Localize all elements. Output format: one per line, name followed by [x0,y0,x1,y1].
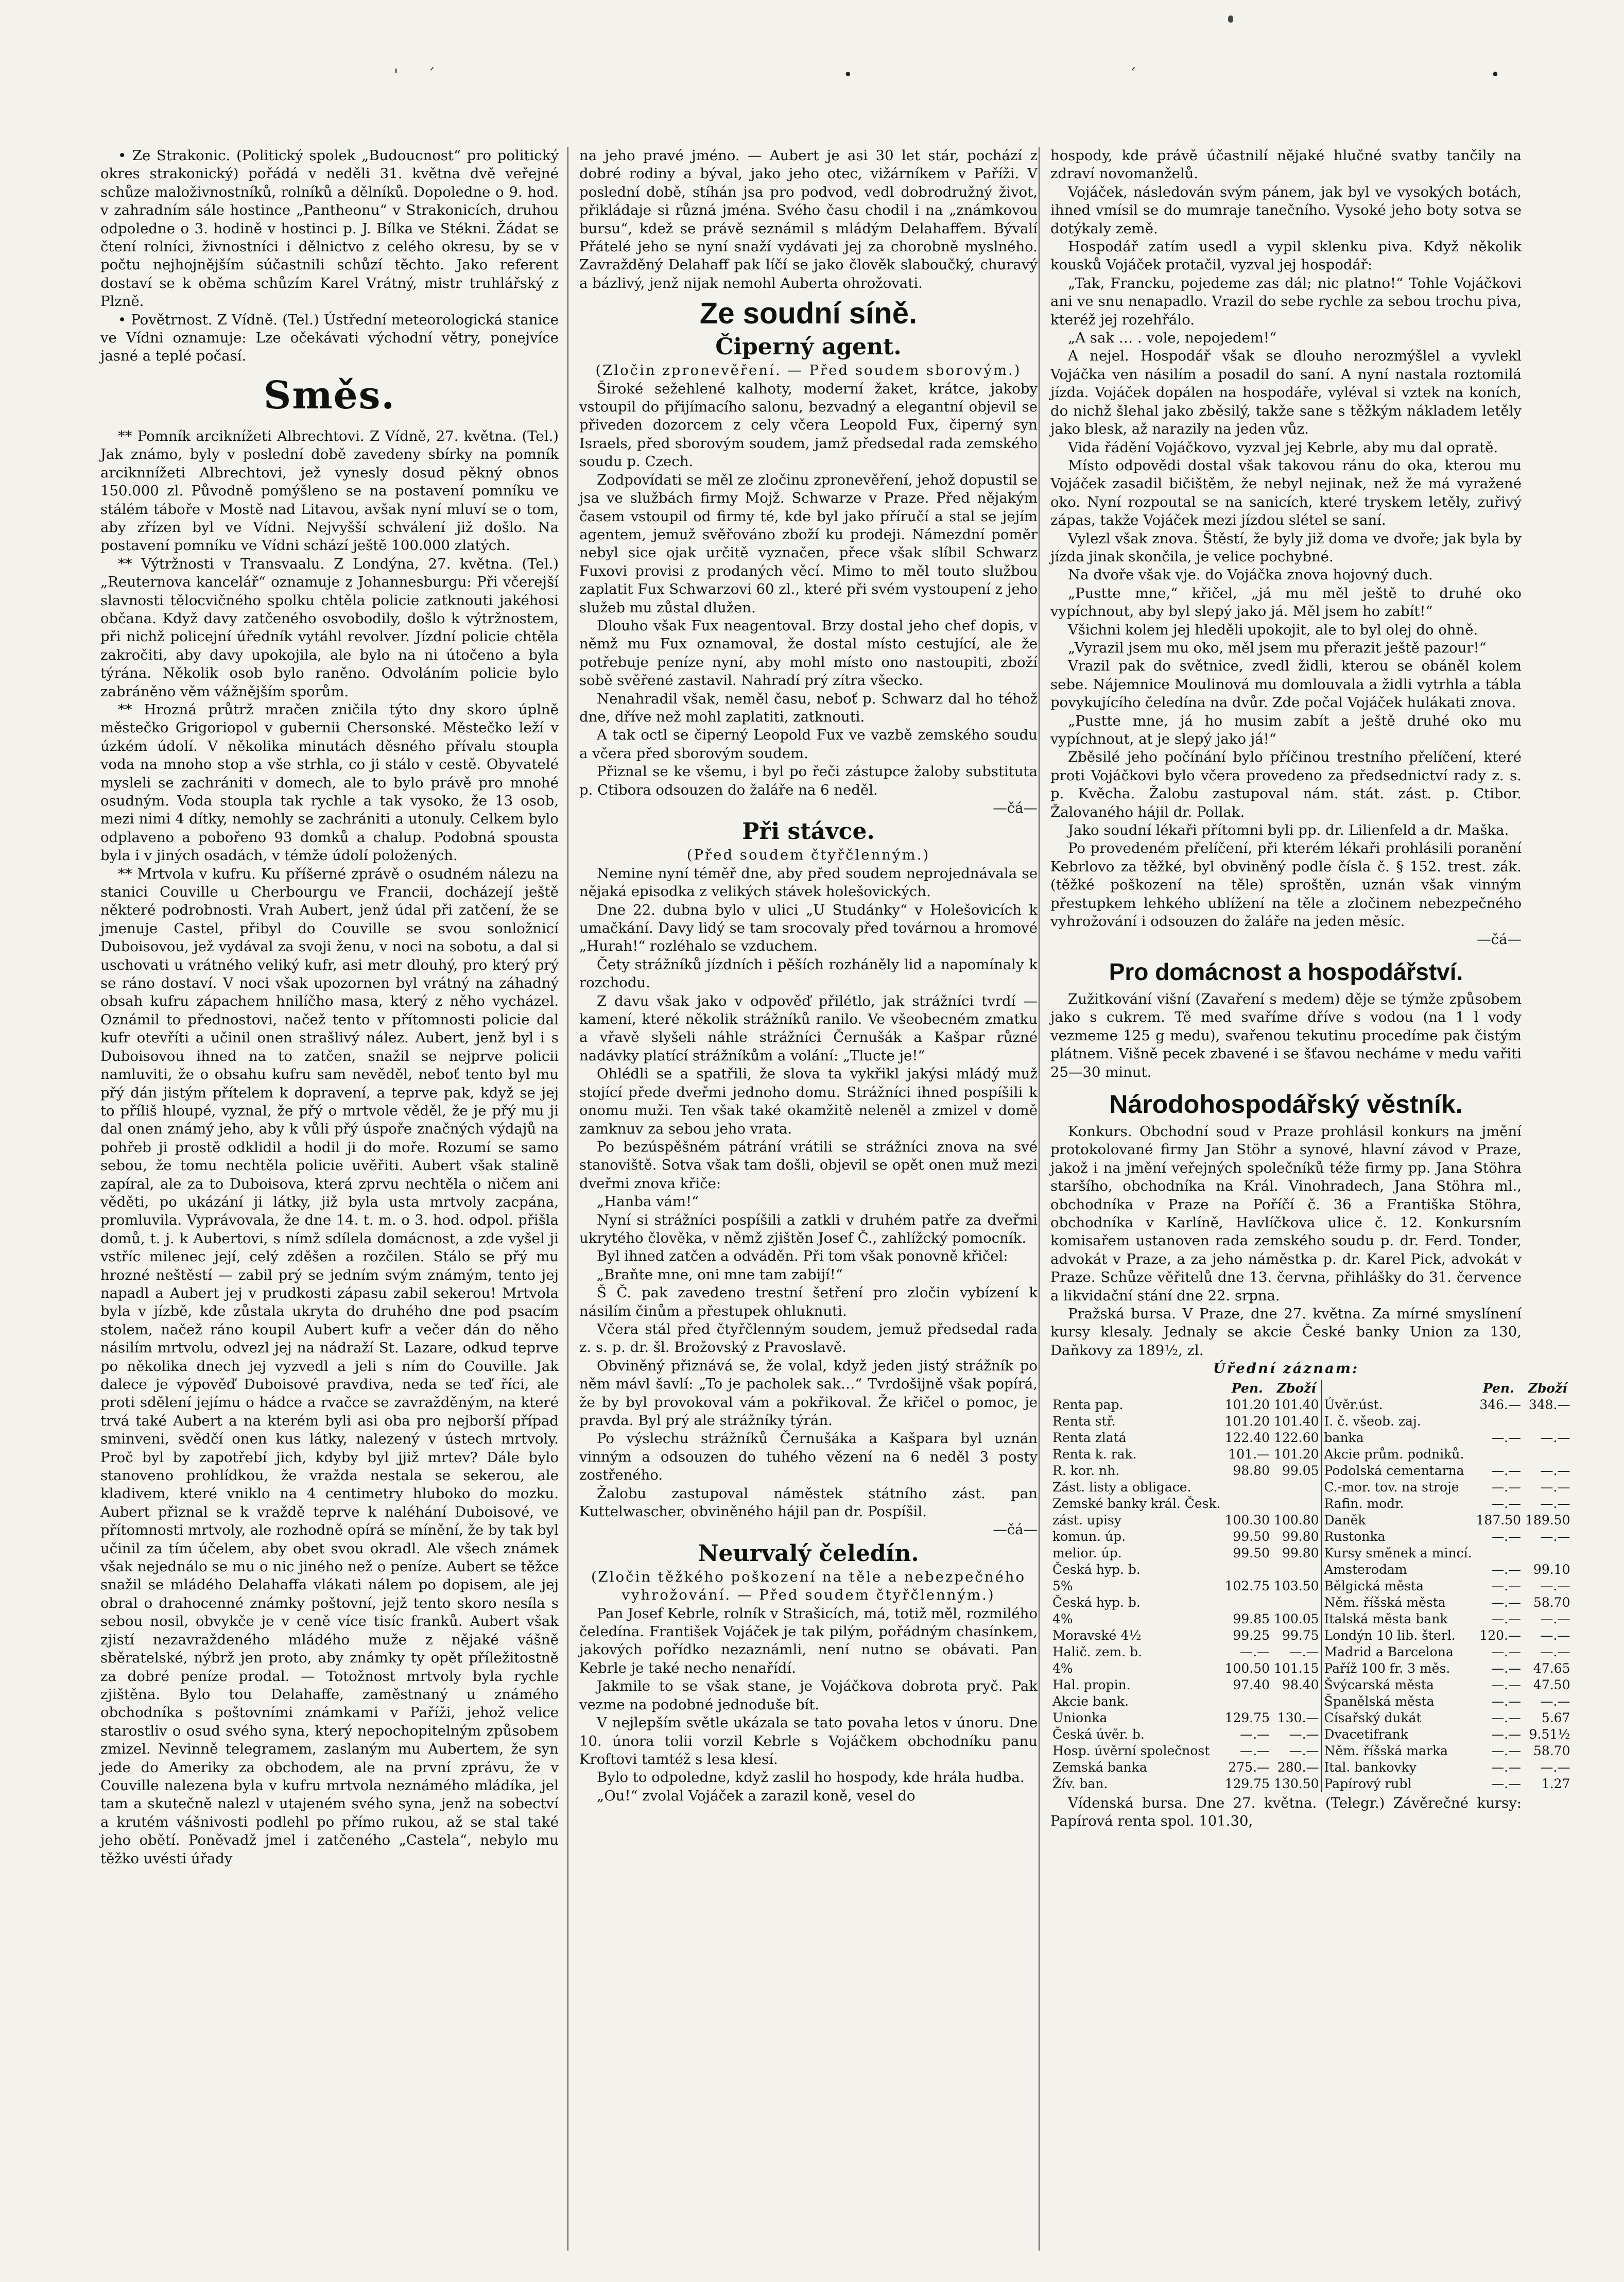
table-cell: 47.50 [1533,1677,1570,1692]
subheading-servant: Neurvalý čeledín. [698,1540,919,1567]
table-cell [1272,1496,1321,1512]
table-cell: Něm. říšská města [1322,1594,1474,1611]
column-rule [1039,147,1040,2251]
table-row [1050,1677,1573,1693]
table-cell: 47.65 [1533,1660,1570,1676]
table-cell: Akcie bank. [1052,1693,1129,1709]
table-cell [1272,1594,1321,1611]
table-cell: 101.20 [1274,1446,1319,1462]
table-cell: 101.15 [1274,1660,1319,1676]
case-note: (Zločin zpronevěření. — Před soudem sborovým.) [595,362,1022,379]
table-cell: 100.80 [1274,1512,1319,1528]
table-cell: 58.70 [1533,1743,1570,1758]
table-cell: 98.40 [1282,1677,1319,1692]
paragraph: Jako soudní lékaři přítomni byli pp. dr. Lilienfeld a dr. Maška. [1068,822,1509,839]
table-cell: Halič. zem. b. [1052,1644,1143,1659]
table-row [1050,1759,1573,1776]
table-cell: —.— [1289,1644,1319,1659]
table-cell: 4% [1052,1611,1073,1626]
table-cell: —.— [1491,1496,1522,1511]
table-cell: Papírový rubl [1322,1776,1474,1792]
paragraph: „Tak, Francku, pojedeme zas dál; nic platno!“ Tohle Vojáčkovi ani ve snu nenapadlo. Vrazil do sebe rychle za sebou trochu piva, kteréž jej rozehřálo. [1050,274,1522,328]
table-row [1050,1594,1573,1611]
paragraph: Nyní si strážníci pospíšili a zatkli v druhém patře za dveřmi ukrytého člověka, v němž zjištěn Josef Č., zahlížcký pomocník. [579,1211,1038,1246]
table-cell: Londýn 10 lib. šterl. [1322,1627,1474,1644]
table-row [1050,1545,1573,1562]
paragraph: „Pustte mne,“ křičel, „já mu měl ještě to druhé oko vypíchnout, aby byl slepý jako já. Měl jsem ho zabít!“ [1050,585,1522,620]
paragraph: Čety strážníků jízdních i pěších rozháněly lid a napomínaly k rozchodu. [579,956,1038,991]
table-cell: —.— [1491,1611,1522,1626]
table-cell [1223,1496,1272,1512]
table-row [1050,1496,1573,1512]
table-cell: —.— [1540,1759,1570,1775]
paragraph: Přiznal se ke všemu, i byl po řeči zástupce žaloby substituta p. Ctibora odsouzen do žaláře na 6 neděl. [579,763,1038,798]
subheading-agent: Čiperný agent. [715,334,902,361]
paragraph: Konkurs. Obchodní soud v Praze prohlásil konkurs na jmění protokolované firmy Jan Stöhr a synové, hlavní závod v Praze, jakož i na jmění veřejných společníků téže firmy pp. Jana Stöhra staršího, obchodníka na Král. Vinohradech, Jana Stöhra ml., obchodníka v Praze na Poříčí č. 36 a Františka Stöhra, obchodníka v Karlíně, Havlíčkova ulice č. 12. Konkursním komisařem ustanoven rada zemského soudu p. dr. Ferd. Tonder, advokát v Praze, a za jeho náměstka p. dr. Karel Pick, advokát v Praze. Schůze věřitelů dne 13. června, přihlášky do 31. července a likvidační stání dne 22. srpna. [1050,1123,1522,1304]
table-cell [1474,1413,1523,1430]
table-cell: Rafin. modr. [1322,1496,1474,1512]
table-cell: —.— [1540,1693,1570,1709]
table-cell: 99.50 [1233,1529,1270,1544]
table-cell: Zást. listy a obligace. [1052,1479,1191,1495]
table-cell: Renta k. rak. [1052,1446,1137,1462]
table-cell: 99.85 [1233,1611,1270,1626]
paragraph: Š Č. pak zavedeno trestní šetření pro zločin vybízení k násilím činům a přestupek ohluknuti. [579,1284,1038,1319]
table-cell: Renta stř. [1052,1413,1116,1429]
table-cell: 103.50 [1274,1578,1319,1593]
table-cell: —.— [1491,1660,1522,1676]
table-cell: —.— [1491,1578,1522,1593]
table-cell: Česká hyp. b. [1052,1562,1141,1577]
subheading-strike: Při stávce. [742,818,875,845]
table-cell: Žív. ban. [1052,1776,1108,1791]
paragraph: Všichni kolem jej hleděli upokojit, ale to byl olej do ohně. [1068,621,1478,638]
table-cell [1523,1545,1572,1562]
table-cell: 4% [1052,1660,1073,1676]
table-cell: Renta pap. [1052,1397,1124,1412]
table-row [1050,1413,1573,1430]
table-cell: —.— [1491,1710,1522,1725]
table-cell: 120.— [1479,1627,1522,1643]
table-cell: Zemská banka [1052,1759,1147,1775]
paragraph: V nejlepším světle ukázala se tato povaha letos v únoru. Dne 10. února tolii vorzil Kebrle s Vojáčkem obchodníku panu Kroftovi tamtéž s lesa klesí. [579,1714,1038,1768]
column-header: Pen. [1231,1380,1263,1396]
table-cell: Paříž 100 fr. 3 měs. [1322,1660,1474,1677]
article-monument: ** Pomník arciknížeti Albrechtovi. Z Vídně, 27. května. (Tel.) Jak známo, byly v poslední době zavedeny sbírky na pomník arciknnížeti Albrechtovi, jež vynesly dosud pěkný obnos 150.000 zl. Původně pomýšleno se na postavení pomníku ve stálém táboře v Mostě nad Litavou, avšak nyní mluví se o tom, aby zřízen byl ve Vídni. Nejvyšší schválení již došlo. Na postavení pomníku ve Vídni schází ještě 100.000 zlatých. [100,427,559,554]
table-cell [1523,1413,1572,1430]
table-cell: 102.75 [1224,1578,1270,1593]
table-cell: 9.51½ [1529,1726,1570,1742]
table-cell: Dvacetifrank [1322,1726,1474,1743]
article-continuation: na jeho pravé jméno. — Aubert je asi 30 let stár, pochází z dobré rodiny a býval, jako jeho otec, vižárníkem v Paříži. V poslední době, stíhán jsa pro podvod, vedl dobrodružný život, přikládaje si různá jména. Svého času chodil i na „známkovou bursu“, kdež se právě seznámil s mládým Delahaffem. Bývalí Přátelé jeho se nyní snaží vydávati jej za chorobně myslného. Zavražděný Delahaff pak líčí se jako člověk slaboučký, churavý a bázlivý, jenž nijak nemohl Auberta ohrožovati. [579,147,1038,291]
paragraph: Pan Josef Kebrle, rolník v Strašicích, má, totiž měl, rozmilého čeledína. František Vojáček je tak pilým, pořádným chasínkem, jakových pořídko nezaznámli, není nutno se obávati. Pan Kebrle je také necho nenařídí. [579,1605,1038,1676]
page-mark: • [1491,66,1500,84]
table-cell: 98.80 [1233,1463,1270,1478]
table-cell: Daněk [1322,1512,1474,1529]
table-cell: Unionka [1052,1710,1108,1725]
paragraph: Vrazil pak do světnice, zvedl židli, kterou se obáněl kolem sebe. Nájemnice Moulinová mu domlouvala a židli vytrhla a tábla povykujícího čeledína na dvůr. Zde počal Vojáček hulákati znova. [1050,658,1522,711]
table-row [1050,1578,1573,1594]
table-row [1050,1776,1573,1792]
table-row [1050,1627,1573,1644]
exchange-rates-body [1050,1397,1573,1792]
section-heading-household: Pro domácnost a hospodářství. [1109,958,1463,985]
table-cell: —.— [1491,1743,1522,1758]
table-cell: 187.50 [1476,1512,1522,1528]
table-cell: 122.60 [1274,1430,1319,1445]
table-cell: 100.30 [1224,1512,1270,1528]
table-cell: I. č. všeob. zaj. [1322,1413,1474,1430]
table-cell: 280.— [1277,1759,1319,1775]
table-cell: —.— [1540,1611,1570,1626]
author-signature: —čá— [993,1521,1038,1538]
table-cell: —.— [1491,1776,1522,1791]
paragraph: Nenahradil však, neměl času, neboť p. Schwarz dal ho téhož dne, dříve než mohl zaplatiti, zatknouti. [579,690,1038,725]
table-cell: —.— [1491,1759,1522,1775]
table-row [1050,1397,1573,1413]
paragraph: Po bezúspěšném pátrání vrátili se strážníci znova na své stanoviště. Sotva však tam došli, objevil se opět onen muž mezi dveřmi znova křiče: [579,1138,1038,1192]
table-cell: 99.50 [1233,1545,1270,1560]
table-cell: 99.75 [1282,1627,1319,1643]
column-header: Zboží [1528,1380,1567,1396]
table-cell: Něm. říšská marka [1322,1743,1474,1759]
table-cell: —.— [1289,1726,1319,1742]
table-cell: Zemské banky král. Česk. [1052,1496,1221,1511]
table-cell: —.— [1540,1529,1570,1544]
table-cell: —.— [1491,1463,1522,1478]
table-row [1050,1463,1573,1479]
paragraph: Vojáček, následován svým pánem, jak byl ve vysokých botách, ihned vmísil se do mumraje tanečního. Vysoké jeho boty sotva se dotýkaly země. [1050,183,1522,237]
table-header-row [1050,1380,1573,1397]
table-cell: —.— [1491,1677,1522,1692]
table-cell [1223,1479,1272,1496]
table-cell: Bělgická města [1322,1578,1474,1594]
section-heading-court: Ze soudní síně. [699,297,918,331]
paragraph: Bylo to odpoledne, když zaslil ho hospody, kde hrála hudba. [597,1769,1025,1786]
table-cell [1223,1562,1272,1578]
table-cell: melior. úp. [1052,1545,1122,1560]
exchange-rates-table [1050,1380,1573,1792]
table-cell: —.— [1240,1726,1270,1742]
table-row [1050,1512,1573,1529]
table-cell: Rustonka [1322,1529,1474,1545]
table-cell: Moravské 4½ [1052,1627,1142,1643]
article-continuation: hospody, kde právě účastnilí nějaké hlučné svatby tančily na zdraví novomanželů. [1050,147,1522,182]
table-cell: —.— [1540,1463,1570,1478]
paragraph: Zužitkování višní (Zavaření s medem) děje se týmže způsobem jako s cukrem. Tě med svaříme dříve s vodou (na 1 l vody vezmeme 125 g medu), svařenou tekutinu procedíme pak čistým plátnem. Višně pecek zbavené i se šťavou necháme v medu vařiti 25—30 minut. [1050,990,1522,1080]
table-cell [1223,1594,1272,1611]
paragraph: Hospodář zatím usedl a vypil sklenku piva. Když několik kousků Vojáček protačil, vyzval jej hospodář: [1050,238,1522,273]
page-mark: ' [394,66,399,84]
table-cell: 130.50 [1274,1776,1319,1791]
table-cell: Česká hyp. b. [1052,1594,1141,1610]
table-cell: —.— [1491,1562,1522,1577]
table-cell: —.— [1540,1578,1570,1593]
table-cell: —.— [1240,1644,1270,1659]
table-cell: 97.40 [1233,1677,1270,1692]
paragraph: Zběsilé jeho počínání bylo příčinou trestního přelíčení, které proti Vojáčkovi bylo včera provedeno za předsednictví rady z. s. p. Kvěcha. Žalobu zastupoval nám. stát. zást. p. Ctibor. Žalovaného hájil dr. Pollak. [1050,749,1522,820]
table-row [1050,1479,1573,1496]
ink-smudge [1228,15,1233,23]
table-cell: —.— [1540,1479,1570,1495]
table-cell: 101.20 [1224,1397,1270,1412]
table-title: Úřední záznam: [1213,1360,1359,1377]
table-cell: 129.75 [1224,1776,1270,1791]
table-row [1050,1562,1573,1578]
table-cell: —.— [1491,1693,1522,1709]
table-cell: 99.25 [1233,1627,1270,1643]
case-note: (Před soudem čtyřčlenným.) [686,847,930,864]
paragraph: Žalobu zastupoval náměstek státního zást. pan Kuttelwascher, obviněného hájil pan dr. Pospíšil. [579,1485,1038,1520]
table-cell: 99.80 [1282,1529,1319,1544]
paragraph: „Braňte mne, oni mne tam zabijí!“ [597,1266,843,1283]
paragraph: „Vyrazil jsem mu oko, měl jsem mu přerazit ještě pazour!“ [1068,639,1487,656]
table-cell [1474,1545,1523,1562]
table-cell: Ital. bankovky [1322,1759,1474,1776]
paragraph: „Ou!“ zvolal Vojáček a zarazil koně, vesel do [597,1787,915,1804]
author-signature: —čá— [1477,931,1522,948]
newspaper-page [100,147,1570,2251]
table-row [1050,1726,1573,1743]
paragraph: Po provedeném přelíčení, při kterém lékaři prohlásili poranění Kebrlovo za těžké, byl obviněný podle čísla č. § 152. trest. zák. (těžké poškození na těle) sproštěn, uznán však vinným přestupkem lehkého ublížení na těle a zločinem nebezpečného vyhrožování i odsouzen do žaláře na jeden měsíc. [1050,840,1522,930]
article-cloudburst: ** Hrozná průtrž mračen zničila týto dny skoro úplně městečko Grigoriopol v gubernii Chersonské. Městečko leží v úzkém údolí. V několika minutách děsného přívalu stoupla voda na mnoho stop a vše strhla, co ji stálo v cestě. Obyvatelé mysleli se zachrániti v domech, ale to bylo právě pro mnohé osudným. Voda stoupla tak rychle a tak vysoko, že 13 osob, mezi nimi 4 dítky, nemohly se zachrániti a utonuly. Celkem bylo odplaveno a pobořeno 93 domků a chalup. Podobná spousta byla i v jiných osadách, v témže údolí položených. [100,701,559,864]
table-cell: —.— [1540,1496,1570,1511]
table-row [1050,1644,1573,1660]
table-cell [1474,1446,1523,1463]
paragraph: Dlouho však Fux neagentoval. Brzy dostal jeho chef dopis, v němž mu Fux oznamoval, že dostal místo cestující, ale že potřebuje peníze nyní, aby mohl místo ono nastoupiti, zboží sobě svěřené zastavil. Nahradí prý zítra všecko. [579,617,1038,689]
paragraph: A tak octl se čiperný Leopold Fux ve vazbě zemského soudu a včera před sborovým soudem. [579,727,1038,762]
table-cell: —.— [1491,1594,1522,1610]
table-cell: Hal. propin. [1052,1677,1131,1692]
table-cell [1523,1446,1572,1463]
article-weather: • Povětrnost. Z Vídně. (Tel.) Ústřední meteorologická stanice ve Vídni oznamuje: Lze očekávati východní větry, ponejvíce jasné a teplé počasí. [100,311,559,365]
table-cell: Česká úvěr. b. [1052,1726,1145,1742]
table-cell: 99.80 [1282,1545,1319,1560]
table-cell: —.— [1491,1430,1522,1445]
table-cell: R. kor. nh. [1052,1463,1120,1478]
table-cell: 5% [1052,1578,1073,1593]
table-row [1050,1430,1573,1446]
column-3 [1050,147,1570,2251]
table-cell: 101.— [1228,1446,1270,1462]
table-cell: Renta zlatá [1052,1430,1127,1445]
table-cell: —.— [1240,1743,1270,1758]
table-cell: 101.20 [1224,1413,1270,1429]
table-row [1050,1710,1573,1726]
table-cell: —.— [1540,1644,1570,1659]
section-heading-economy: Národohospodářský věstník. [1109,1089,1463,1119]
table-cell: 130.— [1277,1710,1319,1725]
column-header: Zboží [1276,1380,1316,1396]
page-mark: ´ [427,66,435,84]
article-transvaal: ** Výtržnosti v Transvaalu. Z Londýna, 27. května. (Tel.) „Reuternova kancelář“ oznamuje z Johannesburgu: Při včerejší slavnosti tělocvičného spolku chtěla policie zatknouti jakéhosi občana. Když davy zatčeného osvobodily, došlo k výtržnostem, při nichž policejní úředník vytáhl revolver. Jízdní policie chtěla zakročiti, aby davy upokojila, ale bylo na ni útočeno a byla týrána. Několik osob bylo raněno. Odvoláním policie bylo zabráněno věm vážnějším sporům. [100,555,559,700]
table-cell: —.— [1491,1644,1522,1659]
paragraph: Byl ihned zatčen a odváděn. Při tom však ponovně křičel: [597,1248,1008,1265]
table-cell: 275.— [1228,1759,1270,1775]
table-cell: Italská města bank [1322,1611,1474,1627]
paragraph: Po výslechu strážníků Černušáka a Kašpara byl uznán vinným a odsouzen do tuhého vězení na 6 neděl 3 posty zostřeného. [579,1430,1038,1484]
table-cell: 346.— [1479,1397,1522,1412]
table-cell: 122.40 [1224,1430,1270,1445]
case-note: (Zločin těžkého poškození na těle a nebezpečného vyhrožování. — Před soudem čtyřčlenným.) [591,1568,1026,1604]
paragraph: Pražská bursa. V Praze, dne 27. května. Za mírné smyslínení kursy klesaly. Jednaly se akcie České banky Union za 130, Daňkovy za 189½, zl. [1050,1305,1522,1359]
paragraph: „A sak … . vole, nepojedem!“ [1068,330,1277,347]
table-cell: Podolská cementarna [1322,1463,1474,1479]
paragraph: „Pustte mne, já ho musim zabít a ještě druhé oko mu vypíchnout, at je slepý jako já!“ [1050,712,1522,747]
table-row [1050,1693,1573,1710]
paragraph: Včera stál před čtyřčlenným soudem, jemuž předsedal rada z. s. p. dr. šl. Brožovský z Pravoslavě. [579,1320,1038,1356]
table-cell: 189.50 [1525,1512,1570,1528]
paragraph: Jakmile to se však stane, je Vojáčkova dobrota pryč. Pak vezme na podobné jednoduše bít. [579,1678,1038,1713]
column-1 [100,147,559,2251]
section-heading-smes: Směs. [263,373,396,418]
table-cell: 5.67 [1541,1710,1570,1725]
paragraph: Široké sežehlené kalhoty, moderní žaket, krátce, jakoby vstoupil do přijímacího salonu, bezvadný a elegantní objevil se přiveden dozorcem z cely včera Leopold Fux, čiperný syn Israels, před sborovým soudem, jamž předsedal rada zemského soudu p. Czech. [579,380,1038,470]
table-cell: —.— [1491,1529,1522,1544]
table-cell: 1.27 [1541,1776,1570,1791]
table-cell: zást. upisy [1052,1512,1121,1528]
table-cell: Kursy směnek a mincí. [1322,1545,1474,1562]
table-cell: —.— [1289,1743,1319,1758]
paragraph: Na dvoře však vje. do Vojáčka znova hojovný duch. [1068,567,1433,584]
paragraph: A nejel. Hospodář však se dlouho nerozmýšlel a vyvlekl Vojáčka ven násilím a posadil do saní. A nyní nastala roztomilá jízda. Vojáček dopálen na hospodáře, vyléval si vztek na koních, do nichž šlehal jako zběsilý, takže sane s těžkým nákladem letěly jako blesk, až narazily na jeden vůz. [1050,348,1522,438]
table-cell: 101.40 [1274,1413,1319,1429]
table-cell: komun. úp. [1052,1529,1126,1544]
table-cell: 101.40 [1274,1397,1319,1412]
table-cell [1272,1693,1321,1710]
table-row [1050,1446,1573,1463]
table-cell: —.— [1540,1627,1570,1643]
table-cell: Madrid a Barcelona [1322,1644,1474,1660]
table-cell [1272,1562,1321,1578]
paragraph: Ohlédli se a spatřili, že slova ta vykřikl jakýsi mládý muž stojící přede dveřmi jednoho domu. Strážníci ihned pospíšili k onomu muži. Ten však také okamžitě neleněl a zmizel v domě zamknuv za sebou jeho vrata. [579,1066,1038,1137]
table-row [1050,1743,1573,1759]
table-row [1050,1660,1573,1677]
column-rule [567,147,568,2251]
paragraph: Vida řádění Vojáčkovo, vyzval jej Kebrle, aby mu dal opratě. [1068,439,1498,456]
table-cell: —.— [1540,1430,1570,1445]
table-cell: 99.05 [1282,1463,1319,1478]
paragraph: Obviněný přiznává se, že volal, když jeden jistý strážník po něm mávl šavlí: „To je pacholek sak…“ Tvrdošijně však popírá, že by byl provokoval vám a pokřikoval. Že křičel o pomoc, je pravda. Byl prý ale strážníky týrán. [579,1357,1038,1429]
paragraph: Nemine nyní téměř dne, aby před soudem neprojednávala se nějaká episodka z velikých stávek holešovických. [579,865,1038,900]
paragraph: Místo odpovědi dostal však takovou ránu do oka, kterou mu Vojáček zasadil bičištěm, že nebyl nejinak, než že má vyražené oko. Nyní rozpoutal se na sanicích, které tryskem letěly, zuřivý zápas, takže Vojáček mezi jízdou slétel se saní. [1050,457,1522,529]
table-cell: Švýcarská města [1322,1677,1474,1693]
column-header: Pen. [1482,1380,1514,1396]
page-mark: • [843,66,853,84]
table-cell [1223,1693,1272,1710]
paragraph: Z davu však jako v odpověď přilétlo, jak strážníci tvrdí — kamení, které několik strážníků ranilo. Ve všeobecném zmatku a vřavě slyšeli náhle strážníci Černušák a Kašpar různé nadávky platící strážníkům a volání: „Tlucte je!“ [579,992,1038,1064]
table-cell: Úvěr.úst. [1322,1397,1474,1413]
table-cell: —.— [1491,1726,1522,1742]
paragraph: Vylezl však znova. Štěstí, že byly již doma ve dvoře; jak byla by jízda jinak skončila, je velice pochybné. [1050,530,1522,565]
table-cell: banka [1322,1430,1474,1446]
paragraph: Dne 22. dubna bylo v ulici „U Studánky“ v Holešovicích k umačkání. Davy lidý se tam srocovaly před továrnou a hromové „Hurah!“ rozléhalo se vzduchem. [579,901,1038,955]
column-2 [579,147,1038,2251]
table-cell: 58.70 [1533,1594,1570,1610]
table-cell: 100.50 [1224,1660,1270,1676]
table-cell: 100.05 [1274,1611,1319,1626]
author-signature: —čá— [993,800,1038,816]
table-cell [1272,1479,1321,1496]
page-mark: ´ [1129,66,1136,84]
table-cell: Amsterodam [1322,1562,1474,1578]
table-cell: Španělská města [1322,1693,1474,1710]
paragraph: Zodpovídati se měl ze zločinu zpronevěření, jehož dopustil se jsa ve službách firmy Mojž. Schwarze v Praze. Před nějakým časem vstoupil od firmy té, kde byl jako příručí a stal se jejím agentem, jemuž svěřováno zboží ku prodeji. Námezdní poměr nebyl sice ojak určitě vyznačen, přece však slíbil Schwarz Fuxovi provisi z prodaných věcí. Mimo to měl touto službou zaplatit Fux Schwarzovi 60 zl., které při svém vystoupení z jeho služeb mu zůstal dlužen. [579,471,1038,616]
article-strakonice: • Ze Strakonic. (Politický spolek „Budoucnost“ pro politický okres strakonický) pořádá v neděli 31. května dvě veřejné schůze maloživnostníků, rolníků a dělníků. Dopoledne o 9. hod. v zahradním sále hostince „Pantheonu“ v Strakonicích, druhou odpoledne o 3. hodině v hostinci p. J. Bílka ve Stékni. Žádat se čtení rolníci, živnostníci i dělnictvo z celého okresu, by se v počtu nejhojnějším súčastnili schůzí těchto. Jako referent dostaví se k oběma schůzím Karel Vrátný, mistr truhlářský z Plzně. [100,147,559,310]
paragraph: „Hanba vám!“ [597,1193,699,1210]
table-cell: Akcie prům. podniků. [1322,1446,1474,1463]
table-row [1050,1529,1573,1545]
paragraph: Vídenská bursa. Dne 27. května. (Telegr.) Závěrečné kursy: Papírová renta spol. 101.30, [1050,1794,1522,1829]
table-cell: —.— [1491,1479,1522,1495]
table-cell: 99.10 [1533,1562,1570,1577]
table-cell: 348.— [1528,1397,1570,1412]
article-corpse-in-trunk: ** Mrtvola v kufru. Ku příšerné zprávě o osudném nálezu na stanici Couville u Cherbourgu ve Francii, docházejí ještě některé podrobnosti. Vrah Aubert, jenž údal při zatčení, že se jmenuje Castel, přibyl do Couville se svou sonložnicí Duboisovou, jež vydával za svoji ženu, v noci na sobotu, a dal si uschovati u vrátného veliký kufr, asi metr dlouhý, pro který prý se ráno dostaví. V noci však upozornen byl vrátný na záhadný obsah kufru zápachem hnilíčho masa, který z něho vycházel. Oznámil to přednostovi, načež tento v přítomnosti policie dal kufr otevříti a učinil onen strašlivý nález. Aubert, jenž byl i s Duboisovou ihned na to zatčen, snažil se nejprve policii namluviti, že o obsahu kufru sam nevěděl, neboť tento byl mu přý dán jistým přítelem k dopravení, a teprve pak, když se jej to příliš hloupé, vyznal, že přý o mrtvole věděl, že je přý mu ji dal onen známý jeho, aby k vůli přý úspoře značných výdajů na pohřeb ji prostě odklidil a hodil ji do moře. Rozumí se samo sebou, že tomu nechtěla policie uvěřiti. Aubert však stalině zapíral, ale za to Duboisova, která zprvu nechtěla o ničem ani věděti, po ukázání ji látky, již byla usta mrtvoly zacpána, promluvila. Vyprávovala, že dne 14. t. m. o 3. hod. odpol. přišla domů, t. j. k Aubertovi, s nímž sdílela domácnost, a zde vyšel ji vstříc milenec její, celý zděšen a rozčilen. Stálo se přý mu hrozné neštěstí — zabil prý se jedním svým známým, tento jej napadl a Aubert jej v prudkosti zápasu zabil sekerou! Mrtvola byla v jízbě, kde zůstala ukryta do druhého dne pod psacím stolem, načež ráno koupil Aubert kufr a večer dán do něho násilím mrtvolu, odvezl jej na nádraží St. Lazare, odkud teprve po několika dnech jej vyzvedl a jeli s ním do Couville. Jak dalece je výpověď Duboisové pravdiva, neda se teď říci, ale proti sdělení jejímu o hádce a rvačce se zavražděným, na které trvá také Aubert a na kterém byli asi oba pro nejborší případ sminveni, svědčí onen kus látky, nalezený v ústech mrtvoly. Proč byl by zapotřebí jich, kdyby byl jjiž mrtev? Dále bylo stanoveno prohlídkou, že vražda nestala se sekerou, ale kladivem, které vniklo na 4 centimetry hluboko do mozku. Aubert přiznal se k vraždě teprve k naléhání Duboisové, ve přítomnosti mrtvoly, ale rozhodně opírá se mínění, že by tak byl učinil za tím účelem, aby obet svou okradl. Ale všech známek však nejednálo se mu o nic jiného než o peníze. Aubert se těžce snažil se mládého Delahaffa vlákati nálem po dopisem, ale jej obral o drahocenné známky poštovní, jejž tento skoro nesíla s sebou nosil, obvykče je v ceně více tisíc franků. Aubert však zjistí nezavraždeného mládého muže z nějaké vášně sběratelské, nýbrž jen proto, aby známky ty opět příležitostně za dobré peníze prodal. — Totožnost mrtvoly byla rychle zjištěna. Bylo tou Delahaffe, zaměstnaný u známého obchodníka s poštovními známkami v Paříži, jehož velice starostliv o osud svého syna, který nepochopitelným způsobem zmizel. Nevinně telegramem, zaslaným mu Aubertem, že syn jede do Ameriky za obchodem, ale na první zprávu, že v Couville nalezena byla v kufru mrtvola neznámého mládíka, jel tam a skutečně nalezl v utajeném svého syna, jenž na sobectví a krutém vášnivosti podlehl po přímo rukou, až se stal také jeho obětí. Poněvadž jmel i zatčeného „Castela“, nebylo mu těžko uvésti úřady [100,865,559,1867]
table-cell: Císařský dukát [1322,1710,1474,1726]
table-cell: 129.75 [1224,1710,1270,1725]
table-cell: C.-mor. tov. na stroje [1322,1479,1474,1496]
table-row [1050,1611,1573,1627]
table-cell: Hosp. úvěrní společnost [1052,1743,1210,1758]
